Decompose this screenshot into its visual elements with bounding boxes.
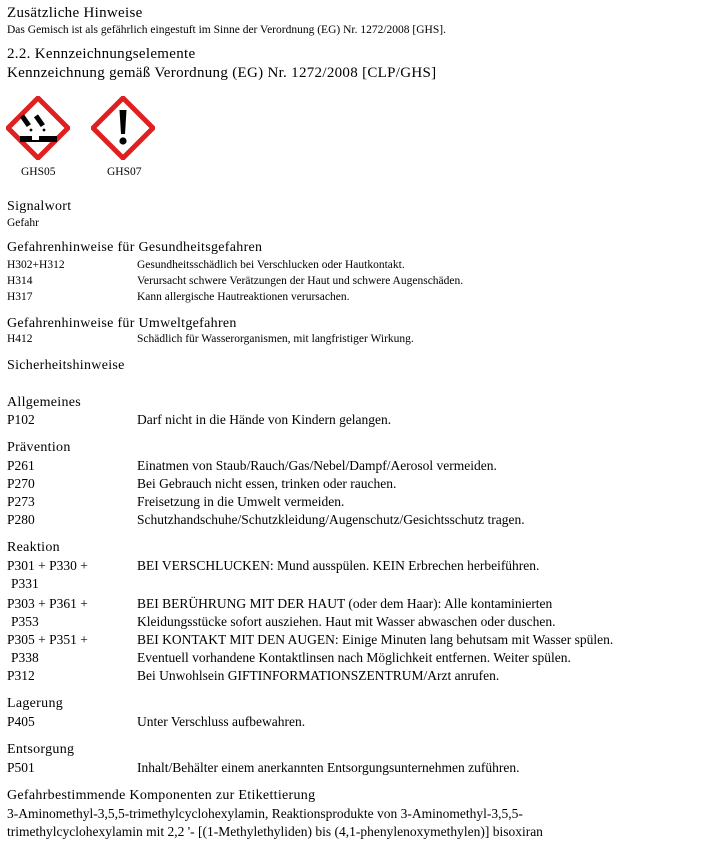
environment-hazards-heading: Gefahrenhinweise für Umweltgefahren [7, 316, 237, 331]
hazard-text: Gesundheitsschädlich bei Verschlucken oder Hautkontakt. [137, 259, 405, 271]
precaution-text: Unter Verschluss aufbewahren. [137, 714, 306, 729]
signal-word-value: Gefahr [7, 217, 39, 229]
precaution-code: P301 + P330 + [7, 558, 88, 573]
hazard-code: H412 [7, 333, 33, 345]
precaution-code: P261 [7, 458, 35, 473]
general-heading: Allgemeines [7, 395, 82, 410]
precaution-code: P312 [7, 668, 35, 683]
prevention-heading: Prävention [7, 440, 71, 455]
precaution-code: P270 [7, 476, 35, 491]
pictogram-label-ghs05: GHS05 [21, 166, 56, 178]
precaution-code: P303 + P361 + [7, 596, 88, 611]
hazard-code: H302+H312 [7, 259, 65, 271]
reaction-heading: Reaktion [7, 540, 60, 555]
precaution-text: Einatmen von Staub/Rauch/Gas/Nebel/Dampf/Aerosol vermeiden. [137, 458, 497, 473]
precaution-code: P501 [7, 760, 35, 775]
corrosion-icon [6, 96, 70, 160]
storage-heading: Lagerung [7, 696, 64, 711]
precautionary-heading: Sicherheitshinweise [7, 358, 125, 373]
precaution-text: BEI BERÜHRUNG MIT DER HAUT (oder dem Haar): Alle kontaminierten [137, 596, 553, 611]
precaution-text: BEI VERSCHLUCKEN: Mund ausspülen. KEIN Erbrechen herbeiführen. [137, 558, 540, 573]
hazard-text: Verursacht schwere Verätzungen der Haut und schwere Augenschäden. [137, 275, 464, 287]
hazard-code: H317 [7, 291, 33, 303]
precaution-text: Darf nicht in die Hände von Kindern gelangen. [137, 412, 392, 427]
precaution-code: P280 [7, 512, 35, 527]
pictogram-label-ghs07: GHS07 [107, 166, 142, 178]
precaution-text: Bei Unwohlsein GIFTINFORMATIONSZENTRUM/Arzt anrufen. [137, 668, 500, 683]
classification-note: Das Gemisch ist als gefährlich eingestuft im Sinne der Verordnung (EG) Nr. 1272/2008 [GHS]. [7, 24, 446, 36]
section-title-additional-notes: Zusätzliche Hinweise [7, 5, 143, 21]
precaution-text: Freisetzung in die Umwelt vermeiden. [137, 494, 345, 509]
precaution-code: P331 [11, 576, 39, 591]
disposal-heading: Entsorgung [7, 742, 75, 757]
hazard-text: Kann allergische Hautreaktionen verursachen. [137, 291, 350, 303]
precaution-code: P305 + P351 + [7, 632, 88, 647]
precaution-text: Inhalt/Behälter einem anerkannten Entsorgungsunternehmen zuführen. [137, 760, 520, 775]
components-text-line-2: trimethylcyclohexylamin mit 2,2 '- [(1-Methylethyliden) bis (4,1-phenylenoxymethylen)] bisoxiran [7, 824, 543, 839]
labelling-regulation: Kennzeichnung gemäß Verordnung (EG) Nr. 1272/2008 [CLP/GHS] [7, 65, 437, 81]
precaution-text: Bei Gebrauch nicht essen, trinken oder rauchen. [137, 476, 397, 491]
signal-word-heading: Signalwort [7, 199, 72, 214]
hazard-text: Schädlich für Wasserorganismen, mit langfristiger Wirkung. [137, 333, 414, 345]
precaution-text: Schutzhandschuhe/Schutzkleidung/Augenschutz/Gesichtsschutz tragen. [137, 512, 525, 527]
precaution-text: BEI KONTAKT MIT DEN AUGEN: Einige Minuten lang behutsam mit Wasser spülen. [137, 632, 614, 647]
precaution-text: Kleidungsstücke sofort ausziehen. Haut mit Wasser abwaschen oder duschen. [137, 614, 556, 629]
health-hazards-heading: Gefahrenhinweise für Gesundheitsgefahren [7, 240, 263, 255]
precaution-code: P405 [7, 714, 35, 729]
precaution-text: Eventuell vorhandene Kontaktlinsen nach Möglichkeit entfernen. Weiter spülen. [137, 650, 571, 665]
hazardous-components-heading: Gefahrbestimmende Komponenten zur Etikettierung [7, 788, 316, 803]
hazard-code: H314 [7, 275, 33, 287]
precaution-code: P102 [7, 412, 35, 427]
precaution-code: P273 [7, 494, 35, 509]
section-heading-2-2: 2.2. Kennzeichnungselemente [7, 46, 196, 62]
precaution-code: P353 [11, 614, 39, 629]
exclamation-icon [91, 96, 155, 160]
components-text-line-1: 3-Aminomethyl-3,5,5-trimethylcyclohexylamin, Reaktionsprodukte von 3-Aminomethyl-3,5,5- [7, 806, 523, 821]
precaution-code: P338 [11, 650, 39, 665]
